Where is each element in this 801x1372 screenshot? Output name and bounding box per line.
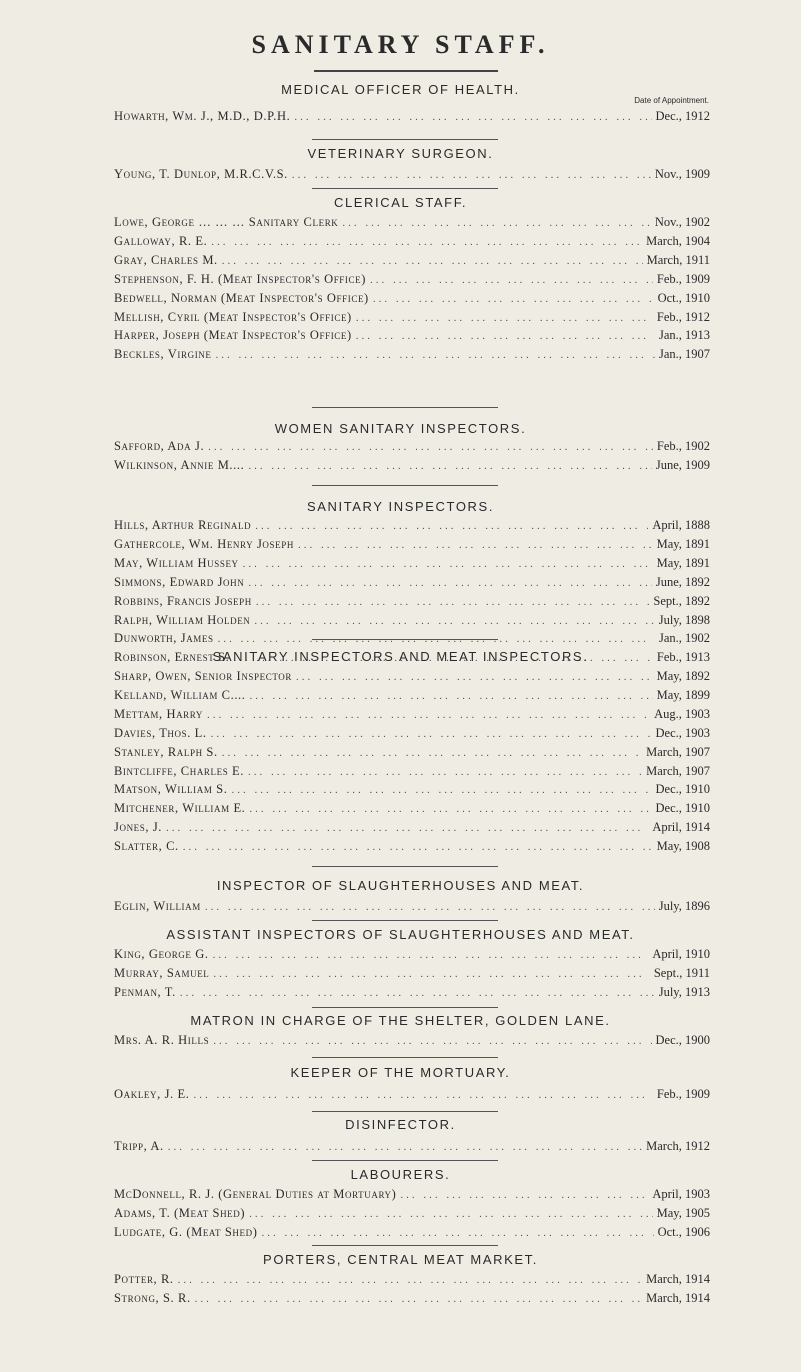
section-heading: PORTERS, CENTRAL MEAT MARKET. xyxy=(263,1252,538,1267)
dot-leader xyxy=(248,577,651,589)
dot-leader xyxy=(400,1189,648,1201)
staff-name: Eglin, William xyxy=(114,899,201,913)
appointment-date: March, 1914 xyxy=(646,1290,710,1305)
staff-row xyxy=(114,745,710,762)
staff-name: Galloway, R. E. xyxy=(114,233,208,248)
dot-leader xyxy=(183,841,653,853)
appointment-date: May, 1891 xyxy=(656,555,710,570)
appointment-date: May, 1899 xyxy=(656,687,710,702)
section-heading: MATRON IN CHARGE OF THE SHELTER, GOLDEN LANE. xyxy=(190,1013,611,1028)
appointment-date: May, 1891 xyxy=(656,536,710,551)
dot-leader xyxy=(254,615,654,627)
section-heading: LABOURERS. xyxy=(350,1167,451,1182)
staff-row xyxy=(114,594,710,611)
staff-name: Dunworth, James xyxy=(114,631,214,646)
staff-row xyxy=(114,109,710,126)
staff-row xyxy=(114,966,710,983)
section-heading: WOMEN SANITARY INSPECTORS. xyxy=(274,421,527,436)
appointment-date: Feb., 1909 xyxy=(656,1087,710,1101)
appointment-date: May, 1892 xyxy=(656,669,710,683)
dot-leader xyxy=(248,766,642,778)
appointment-date: June, 1892 xyxy=(655,574,710,589)
dot-leader xyxy=(211,728,652,740)
appointment-date: Nov., 1909 xyxy=(654,167,710,181)
staff-name: Stanley, Ralph S. xyxy=(114,744,218,759)
staff-name: Stephenson, F. H. (Meat Inspector's Office) xyxy=(114,271,366,286)
appointment-date: Jan., 1913 xyxy=(658,328,710,343)
dot-leader xyxy=(222,747,642,759)
staff-row xyxy=(114,1187,710,1204)
staff-name: Ludgate, G. (Meat Shed) xyxy=(114,1224,258,1239)
appointment-date: Feb., 1913 xyxy=(656,650,710,665)
staff-name: King, George G. xyxy=(114,947,209,961)
appointment-date: Jan., 1907 xyxy=(658,347,710,362)
dot-leader xyxy=(249,1208,653,1220)
section-heading: SANITARY INSPECTORS. xyxy=(306,499,495,514)
section-heading: DISINFECTOR. xyxy=(345,1117,456,1132)
appointment-date: April, 1903 xyxy=(652,1187,710,1201)
staff-name: Tripp, A. xyxy=(114,1139,164,1153)
staff-row xyxy=(114,801,710,818)
staff-row xyxy=(114,1291,710,1308)
staff-name: Beckles, Virgine xyxy=(114,347,212,362)
dot-leader xyxy=(292,169,651,181)
dot-leader xyxy=(356,312,653,324)
date-column-note: Date of Appointment. xyxy=(634,96,709,105)
staff-name: Lowe, George … … … Sanitary Clerk xyxy=(114,215,339,229)
staff-row xyxy=(114,458,710,475)
appointment-date: Aug., 1903 xyxy=(654,706,710,721)
dot-leader xyxy=(168,1141,642,1153)
dot-leader xyxy=(294,111,651,123)
section-heading: SANITARY INSPECTORS AND MEAT INSPECTORS. xyxy=(212,649,589,664)
section-heading: INSPECTOR OF SLAUGHTERHOUSES AND MEAT. xyxy=(216,878,585,893)
section-divider xyxy=(312,1057,498,1058)
appointment-date: Oct., 1910 xyxy=(657,290,710,305)
section-divider xyxy=(312,1007,498,1008)
section-divider xyxy=(312,1245,498,1246)
dot-leader xyxy=(261,1227,653,1239)
staff-name: Young, T. Dunlop, M.R.C.V.S. xyxy=(114,167,288,181)
staff-row xyxy=(114,215,710,232)
appointment-date: Sept., 1911 xyxy=(653,965,710,980)
staff-row xyxy=(114,556,710,573)
appointment-date: July, 1913 xyxy=(658,984,710,999)
dot-leader xyxy=(296,671,653,683)
staff-row xyxy=(114,272,710,289)
section-heading: KEEPER OF THE MORTUARY. xyxy=(290,1065,511,1080)
appointment-date: March, 1907 xyxy=(646,744,710,759)
dot-leader xyxy=(255,520,648,532)
staff-name: Safford, Ada J. xyxy=(114,439,205,453)
dot-leader xyxy=(178,1274,642,1286)
dot-leader xyxy=(193,1089,652,1101)
staff-name: Matson, William S. xyxy=(114,782,228,797)
dot-leader xyxy=(166,822,648,834)
staff-name: Bintcliffe, Charles E. xyxy=(114,763,245,778)
staff-row xyxy=(114,1087,710,1104)
section-heading: VETERINARY SURGEON. xyxy=(307,146,494,161)
staff-name: Davies, Thos. L. xyxy=(114,725,207,740)
section-divider xyxy=(312,485,498,486)
dot-leader xyxy=(213,1035,651,1047)
appointment-date: July, 1898 xyxy=(658,612,710,627)
staff-row xyxy=(114,253,710,270)
dot-leader xyxy=(250,690,653,702)
dot-leader xyxy=(298,539,653,551)
appointment-date: Dec., 1912 xyxy=(655,109,710,123)
staff-row xyxy=(114,613,710,630)
appointment-date: June, 1909 xyxy=(655,457,710,472)
appointment-date: April, 1888 xyxy=(652,518,710,532)
staff-name: Ralph, William Holden xyxy=(114,612,251,627)
dot-leader xyxy=(213,949,649,961)
staff-row xyxy=(114,518,710,535)
staff-row xyxy=(114,347,710,364)
dot-leader xyxy=(356,330,655,342)
staff-row xyxy=(114,575,710,592)
dot-leader xyxy=(222,255,643,267)
staff-name: Mellish, Cyril (Meat Inspector's Office) xyxy=(114,309,352,324)
staff-row xyxy=(114,234,710,251)
staff-row xyxy=(114,537,710,554)
appointment-date: Dec., 1903 xyxy=(655,725,710,740)
appointment-date: Dec., 1910 xyxy=(655,801,710,816)
dot-leader xyxy=(180,987,655,999)
staff-name: Adams, T. (Meat Shed) xyxy=(114,1205,246,1220)
staff-name: Robbins, Francis Joseph xyxy=(114,593,252,608)
staff-name: Gathercole, Wm. Henry Joseph xyxy=(114,536,294,551)
staff-name: Howarth, Wm. J., M.D., D.P.H. xyxy=(114,109,291,123)
staff-row xyxy=(114,707,710,724)
appointment-date: Sept., 1892 xyxy=(653,593,710,608)
appointment-date: March, 1907 xyxy=(646,763,710,778)
section-divider xyxy=(312,866,498,867)
section-divider xyxy=(312,1160,498,1161)
dot-leader xyxy=(248,460,652,472)
staff-name: Kelland, William C.... xyxy=(114,687,246,702)
staff-name: Slatter, C. xyxy=(114,839,179,854)
appointment-date: Nov., 1902 xyxy=(654,215,710,229)
staff-name: Mrs. A. R. Hills xyxy=(114,1033,210,1047)
staff-row xyxy=(114,328,710,345)
appointment-date: March, 1904 xyxy=(646,233,710,248)
section-divider xyxy=(312,920,498,921)
appointment-date: Dec., 1900 xyxy=(655,1033,710,1047)
staff-name: Gray, Charles M. xyxy=(114,252,218,267)
staff-row xyxy=(114,947,710,964)
staff-row xyxy=(114,439,710,456)
dot-leader xyxy=(342,217,651,229)
section-divider xyxy=(312,139,498,140)
staff-row xyxy=(114,1139,710,1156)
dot-leader xyxy=(256,596,650,608)
staff-name: Wilkinson, Annie M.... xyxy=(114,457,245,472)
staff-name: Simmons, Edward John xyxy=(114,574,245,589)
staff-name: Strong, S. R. xyxy=(114,1290,191,1305)
staff-name: Jones, J. xyxy=(114,820,163,835)
appointment-date: Feb., 1912 xyxy=(656,309,710,324)
appointment-date: Feb., 1902 xyxy=(656,439,710,453)
staff-name: Penman, T. xyxy=(114,984,176,999)
staff-name: Harper, Joseph (Meat Inspector's Office) xyxy=(114,328,352,343)
appointment-date: Feb., 1909 xyxy=(656,271,710,286)
staff-row xyxy=(114,310,710,327)
staff-row xyxy=(114,688,710,705)
dot-leader xyxy=(231,784,651,796)
dot-leader xyxy=(215,349,654,361)
appointment-date: April, 1914 xyxy=(652,820,710,835)
staff-name: May, William Hussey xyxy=(114,555,239,570)
staff-name: Sharp, Owen, Senior Inspector xyxy=(114,669,292,683)
dot-leader xyxy=(213,968,649,980)
appointment-date: May, 1905 xyxy=(656,1205,710,1220)
title-divider xyxy=(314,70,498,72)
staff-name: Robinson, Ernest S. xyxy=(114,650,230,665)
staff-row xyxy=(114,839,710,856)
dot-leader xyxy=(211,236,642,248)
section-divider xyxy=(312,407,498,408)
page-title: SANITARY STAFF. xyxy=(251,30,550,59)
appointment-date: Dec., 1910 xyxy=(655,782,710,797)
appointment-date: May, 1908 xyxy=(656,839,710,854)
dot-leader xyxy=(207,709,650,721)
staff-row xyxy=(114,1272,710,1289)
staff-row xyxy=(114,726,710,743)
staff-row xyxy=(114,1206,710,1223)
section-heading: MEDICAL OFFICER OF HEALTH. xyxy=(281,82,520,97)
appointment-date: March, 1914 xyxy=(646,1272,710,1286)
staff-name: Mitchener, William E. xyxy=(114,801,246,816)
staff-row xyxy=(114,985,710,1002)
staff-row xyxy=(114,1033,710,1050)
staff-row xyxy=(114,167,710,184)
staff-row xyxy=(114,899,710,916)
appointment-date: July, 1896 xyxy=(658,899,710,913)
section-divider xyxy=(312,1111,498,1112)
staff-row xyxy=(114,764,710,781)
dot-leader xyxy=(243,558,653,570)
staff-name: Potter, R. xyxy=(114,1272,174,1286)
dot-leader xyxy=(249,803,651,815)
dot-leader xyxy=(370,274,653,286)
staff-row xyxy=(114,291,710,308)
section-heading: CLERICAL STAFF. xyxy=(333,195,468,210)
dot-leader xyxy=(208,441,653,453)
staff-name: Hills, Arthur Reginald xyxy=(114,518,252,532)
dot-leader xyxy=(195,1293,642,1305)
section-divider xyxy=(312,639,498,640)
staff-row xyxy=(114,1225,710,1242)
appointment-date: March, 1911 xyxy=(646,252,710,267)
staff-row xyxy=(114,782,710,799)
dot-leader xyxy=(205,901,655,913)
dot-leader xyxy=(373,293,654,305)
appointment-date: March, 1912 xyxy=(646,1139,710,1153)
section-divider xyxy=(312,188,498,189)
staff-name: Bedwell, Norman (Meat Inspector's Office) xyxy=(114,290,369,305)
staff-row xyxy=(114,669,710,686)
staff-row xyxy=(114,820,710,837)
appointment-date: Jan., 1902 xyxy=(658,631,710,646)
staff-name: Murray, Samuel xyxy=(114,965,210,980)
appointment-date: April, 1910 xyxy=(652,947,710,961)
staff-name: Mettam, Harry xyxy=(114,706,203,721)
appointment-date: Oct., 1906 xyxy=(657,1224,710,1239)
staff-name: McDonnell, R. J. (General Duties at Mortuary) xyxy=(114,1187,397,1201)
staff-name: Oakley, J. E. xyxy=(114,1087,190,1101)
section-heading: ASSISTANT INSPECTORS OF SLAUGHTERHOUSES AND MEAT. xyxy=(166,927,635,942)
